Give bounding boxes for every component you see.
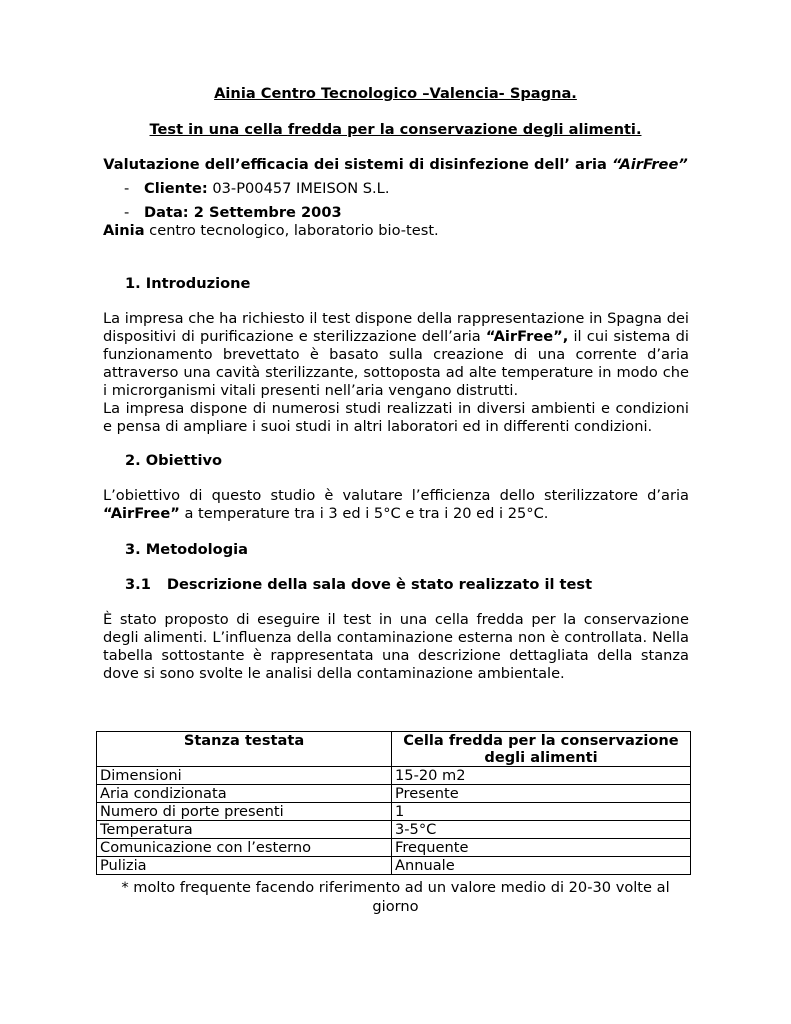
table-row	[97, 785, 691, 803]
section-3-1-number: 3.1	[125, 576, 151, 593]
lab-line	[103, 222, 439, 239]
table-cell-label: Numero di porte presenti	[97, 803, 392, 821]
table-row	[97, 803, 691, 821]
header-right-line: degli alimenti	[484, 749, 598, 766]
lab-description: centro tecnologico, laboratorio bio-test.	[144, 222, 439, 239]
paragraph-line: funzionamento brevettato è basato sulla creazione di una corrente d’aria	[103, 346, 689, 363]
table-footnote-continued: giorno	[372, 898, 419, 915]
room-description-paragraph	[103, 611, 689, 683]
airfree-brand: “AirFree”	[611, 156, 688, 173]
lab-name: Ainia	[103, 222, 145, 239]
paragraph-line: attraverso una cavità sterilizzante, sottoposta ad alte temperature in modo che	[103, 364, 689, 381]
table-row	[97, 839, 691, 857]
client-value: 03-P00457 IMEISON S.L.	[207, 180, 390, 197]
text-span: dispositivi di purificazione e sterilizzazione dell’aria	[103, 328, 486, 345]
client-label: Cliente:	[144, 180, 208, 197]
document-subheading: Test in una cella fredda per la conservazione degli alimenti.	[149, 121, 642, 138]
evaluation-title-text: Valutazione dell’efficacia dei sistemi di disinfezione dell’ aria	[103, 156, 612, 173]
introduction-paragraph	[103, 310, 689, 436]
airfree-brand: “AirFree”,	[485, 328, 569, 345]
paragraph-line: e pensa di ampliare i suoi studi in altri laboratori ed in differenti condizioni.	[103, 418, 653, 435]
table-row	[97, 767, 691, 785]
table-cell-label: Dimensioni	[97, 767, 392, 785]
paragraph-line	[103, 328, 689, 346]
client-line	[124, 180, 389, 197]
paragraph-line: tabella sottostante è rappresentata una descrizione dettagliata della stanza	[103, 647, 689, 664]
table-row	[97, 821, 691, 839]
table-cell-value: Annuale	[392, 857, 691, 875]
table-cell-value: 3-5°C	[392, 821, 691, 839]
table-footnote: * molto frequente facendo riferimento ad un valore medio di 20-30 volte al	[121, 879, 670, 896]
paragraph-line: i microrganismi vitali presenti nell’aria vengano distrutti.	[103, 382, 519, 399]
paragraph-line: degli alimenti. L’influenza della contaminazione esterna non è controllata. Nella	[103, 629, 689, 646]
table-cell-value: Frequente	[392, 839, 691, 857]
paragraph-line	[103, 505, 689, 523]
table-header-row	[97, 732, 691, 767]
paragraph-line: La impresa che ha richiesto il test dispone della rappresentazione in Spagna dei	[103, 310, 689, 327]
table-cell-value: 1	[392, 803, 691, 821]
text-span: a temperature tra i 3 ed i 5°C e tra i 20 ed i 25°C.	[179, 505, 549, 522]
section-3-title: 3. Metodologia	[125, 541, 248, 558]
table-cell-label: Comunicazione con l’esterno	[97, 839, 392, 857]
date-label: Data: 2 Settembre 2003	[144, 204, 342, 221]
text-span: il cui sistema di	[568, 328, 689, 345]
table-cell-label: Temperatura	[97, 821, 392, 839]
bullet-dash: -	[124, 204, 130, 221]
table-row	[97, 857, 691, 875]
date-line	[124, 204, 342, 221]
document-heading: Ainia Centro Tecnologico –Valencia- Spagna.	[214, 85, 577, 102]
airfree-brand: “AirFree”	[103, 505, 180, 522]
table-cell-value: 15-20 m2	[392, 767, 691, 785]
table-cell-label: Pulizia	[97, 857, 392, 875]
paragraph-line: La impresa dispone di numerosi studi realizzati in diversi ambienti e condizioni	[103, 400, 689, 417]
paragraph-line: È stato proposto di eseguire il test in una cella fredda per la conservazione	[103, 611, 689, 628]
paragraph-line: dove si sono svolte le analisi della contaminazione ambientale.	[103, 665, 565, 682]
room-table	[96, 731, 691, 875]
table-header-left: Stanza testata	[97, 732, 392, 767]
section-3-1-text: Descrizione della sala dove è stato realizzato il test	[166, 576, 593, 593]
section-2-title: 2. Obiettivo	[125, 452, 223, 469]
evaluation-title	[0, 156, 791, 173]
table-header-right	[392, 732, 691, 767]
objective-paragraph	[103, 487, 689, 523]
table-cell-value: Presente	[392, 785, 691, 803]
section-3-1-title	[125, 576, 592, 593]
paragraph-line: L’obiettivo di questo studio è valutare l’efficienza dello sterilizzatore d’aria	[103, 487, 689, 504]
header-right-line: Cella fredda per la conservazione	[403, 732, 679, 749]
table-cell-label: Aria condizionata	[97, 785, 392, 803]
bullet-dash: -	[124, 180, 130, 197]
section-1-title: 1. Introduzione	[125, 275, 251, 292]
